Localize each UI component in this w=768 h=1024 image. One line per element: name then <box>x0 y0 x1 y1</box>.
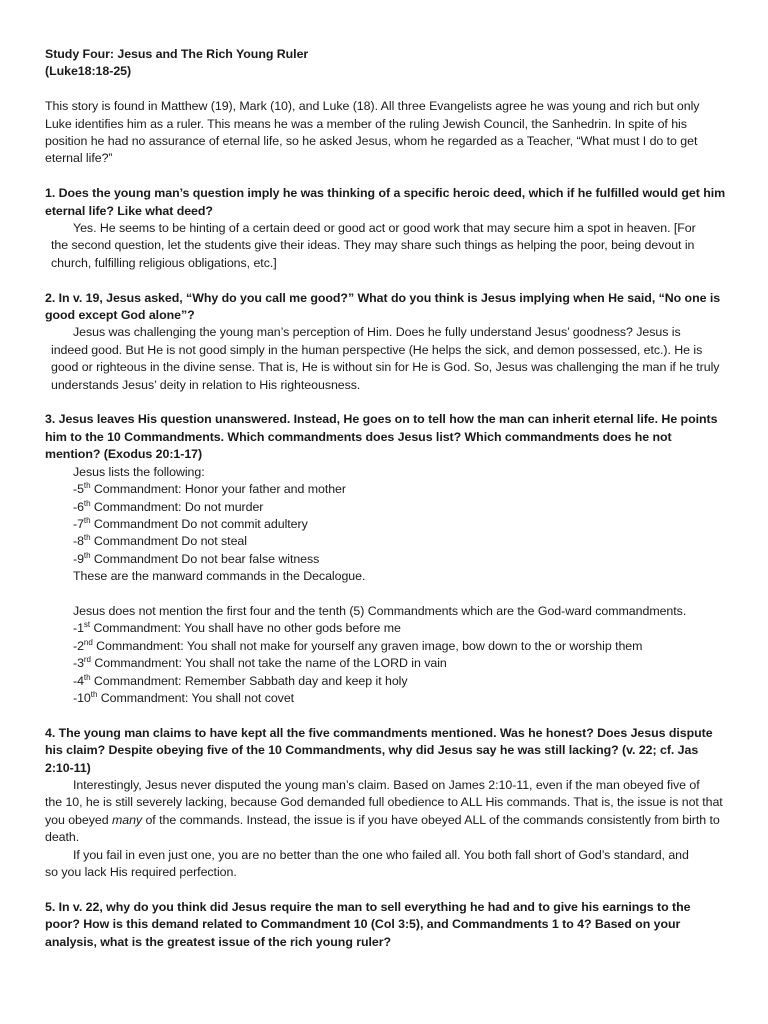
commandment-text: Commandment: Remember Sabbath day and keep it holy <box>90 673 408 688</box>
commandment-number: -2 <box>73 638 84 653</box>
commandment-text: Commandment: You shall have no other gods before me <box>90 621 401 636</box>
ordinal-suffix: nd <box>83 637 93 647</box>
answer-4-p2-rest: so you lack His required perfection. <box>45 865 237 879</box>
ordinal-suffix: th <box>90 689 98 699</box>
document-title <box>45 46 728 81</box>
question-3: 3. Jesus leaves His question unanswered. Instead, He goes on to tell how the man can inherit eternal life. He points him to the 10 Commandments. Which commandments does Jesus list? Which commandments does he not mention? (Exodus 20:1-17) <box>45 412 718 462</box>
commandment-item <box>73 481 728 498</box>
commandment-number: -3 <box>73 656 84 671</box>
intro-paragraph: This story is found in Matthew (19), Mark (10), and Luke (18). All three Evangelists agree he was young and rich but only Luke identifies him as a ruler. This means he was a member of the ruling Jewish Council, the Sanhedrin. In spite of his position he had no assurance of eternal life, so he asked Jesus, whom he regarded as a Teacher, “What must I do to get eternal life?” <box>45 99 700 166</box>
commandment-number: -1 <box>73 621 84 636</box>
commandment-number: -7 <box>73 516 84 531</box>
commandment-item <box>73 690 728 707</box>
ordinal-suffix: th <box>83 533 91 543</box>
answer-4-p2-first-line: If you fail in even just one, you are no better than the one who failed all. You both fall short of God’s standard, and <box>73 847 689 862</box>
ordinal-suffix: th <box>83 672 91 682</box>
ordinal-suffix: th <box>83 480 91 490</box>
answer-4-p1-rest <box>45 794 728 846</box>
commandment-item <box>73 499 728 516</box>
commandment-text: Commandment: You shall not take the name of the LORD in vain <box>90 656 447 671</box>
commandment-number: -8 <box>73 534 84 549</box>
answer-2-rest: indeed good. But He is not good simply in the human perspective (He helps the sick, and demon possessed, etc.). He is good or righteous in the divine sense. That is, He is without sin for He is God. So, Jesus was challenging the man if he truly understands Jesus’ deity in relation to His righteousness. <box>51 342 720 392</box>
listed-commandments <box>73 481 728 568</box>
question-2: 2. In v. 19, Jesus asked, “Why do you call me good?” What do you think is Jesus implying when He said, “No one is good except God alone”? <box>45 290 721 323</box>
question-4: 4. The young man claims to have kept all the five commandments mentioned. Was he honest? Does Jesus dispute his claim? Despite obeying five of the 10 Commandments, why did Jesus say he was still lacking? (v. 22; cf. Jas 2:10-11) <box>45 725 713 775</box>
listed-intro: Jesus lists the following: <box>73 464 205 479</box>
title-line-2: (Luke18:18-25) <box>45 64 132 79</box>
commandment-item <box>73 655 728 672</box>
ordinal-suffix: th <box>83 550 91 560</box>
answer-4-emphasis: many <box>111 812 143 827</box>
title-line-1: Study Four: Jesus and The Rich Young Ruler <box>45 47 309 61</box>
commandment-number: -9 <box>73 551 84 566</box>
not-mention-note: Jesus does not mention the first four and the tenth (5) Commandments which are the God-ward commandments. <box>73 603 687 618</box>
answer-2-first-line: Jesus was challenging the young man’s perception of Him. Does he fully understand Jesus’ goodness? Jesus is <box>73 325 681 340</box>
unlisted-commandments <box>73 620 728 707</box>
answer-2 <box>45 324 728 394</box>
answer-4-p1-first-line: Interestingly, Jesus never disputed the young man’s claim. Based on James 2:10-11, even if the man obeyed five of <box>73 777 700 792</box>
commandment-number: -10 <box>73 690 91 705</box>
ordinal-suffix: th <box>83 515 91 525</box>
answer-1-rest: the second question, let the students give their ideas. They may share such things as helping the poor, being devout in church, fulfilling religious obligations, etc.] <box>51 238 695 270</box>
commandment-number: -6 <box>73 499 84 514</box>
commandment-text: Commandment: Do not murder <box>90 499 264 514</box>
answer-3 <box>45 464 728 708</box>
commandment-item <box>73 551 728 568</box>
answer-4-text-b: of the commands. Instead, the issue is if you have obeyed ALL of the commands consistently from birth to death. <box>45 812 720 845</box>
commandment-text: Commandment: You shall not covet <box>97 690 295 705</box>
commandment-item <box>73 620 728 637</box>
ordinal-suffix: st <box>83 620 91 630</box>
commandment-item <box>73 533 728 550</box>
commandment-text: Commandment Do not steal <box>90 534 247 549</box>
commandment-item <box>73 638 728 655</box>
answer-4-text-a: the 10, he is still severely lacking, because God demanded full obedience to ALL His commands. That is, the issue is not that you obeyed <box>45 795 723 827</box>
answer-1-first-line: Yes. He seems to be hinting of a certain deed or good act or good work that may secure him a spot in heaven. [For <box>73 221 696 236</box>
answer-1 <box>45 220 728 272</box>
ordinal-suffix: rd <box>83 655 91 665</box>
commandment-text: Commandment Do not bear false witness <box>90 551 320 566</box>
commandment-text: Commandment: Honor your father and mother <box>90 482 346 497</box>
manward-note: These are the manward commands in the Decalogue. <box>73 569 366 584</box>
commandment-text: Commandment Do not commit adultery <box>90 516 308 531</box>
commandment-text: Commandment: You shall not make for yourself any graven image, bow down to the or worship them <box>92 638 643 653</box>
commandment-item <box>73 673 728 690</box>
question-5: 5. In v. 22, why do you think did Jesus require the man to sell everything he had and to give his earnings to the poor? How is this demand related to Commandment 10 (Col 3:5), and Commandments 1 to 4? Based on your analysis, what is the greatest issue of the rich young ruler? <box>45 899 691 949</box>
question-1: 1. Does the young man’s question imply he was thinking of a specific heroic deed, which if he fulfilled would get him eternal life? Like what deed? <box>45 186 726 218</box>
ordinal-suffix: th <box>83 498 91 508</box>
commandment-number: -5 <box>73 482 84 497</box>
commandment-item <box>73 516 728 533</box>
commandment-number: -4 <box>73 673 84 688</box>
answer-4 <box>45 777 728 881</box>
